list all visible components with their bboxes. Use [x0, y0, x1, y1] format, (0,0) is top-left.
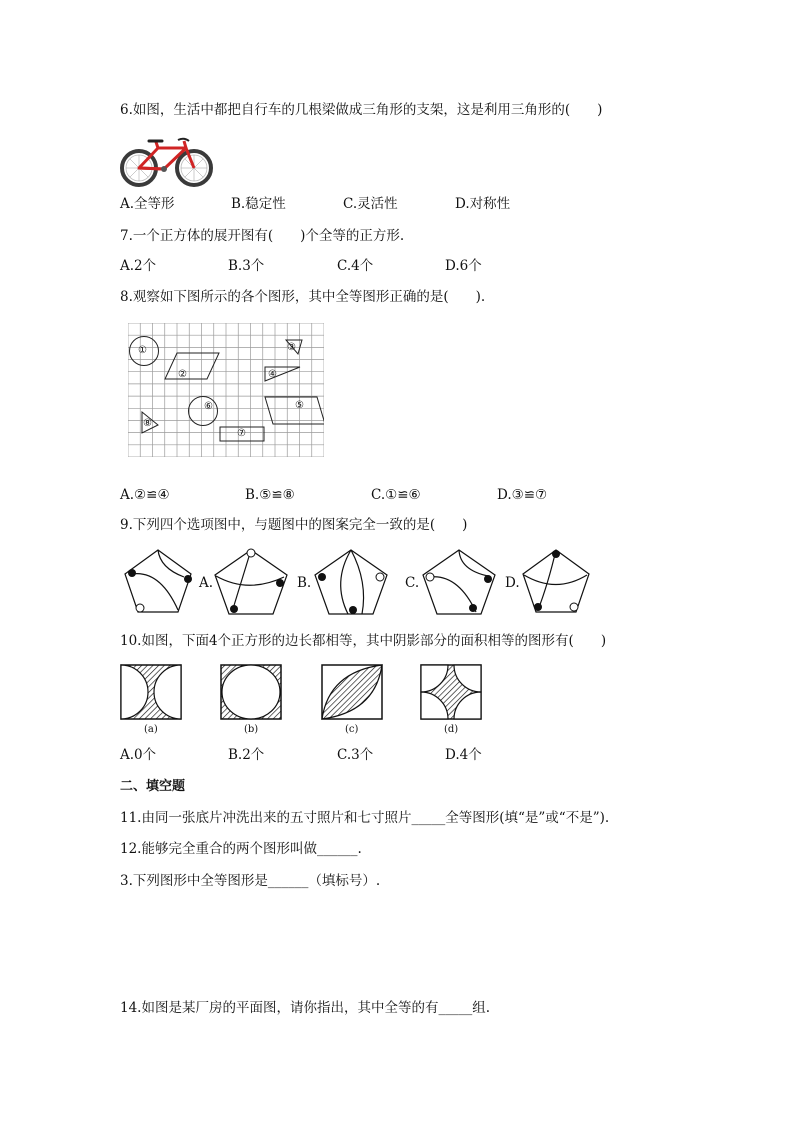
q9-label-d: D.	[505, 575, 520, 591]
q8-shape-6	[189, 397, 218, 426]
q8-grid-figure	[128, 323, 324, 457]
q8-label-1: ①	[138, 345, 147, 356]
q10-option-b: B.2个	[228, 747, 265, 763]
q9-option-d-pentagon	[518, 546, 594, 616]
q10-label-d: (d)	[444, 724, 459, 735]
q6-text: 6.如图，生活中都把自行车的几根梁做成三角形的支架，这是利用三角形的( )	[120, 102, 603, 118]
bicycle-icon	[118, 135, 216, 189]
q10-label-a: (a)	[144, 724, 158, 735]
q9-option-b-pentagon	[310, 546, 392, 618]
q10-label-c: (c)	[345, 724, 359, 735]
q8-option-d: D.③≌⑦	[497, 487, 548, 503]
q11-text: 11.由同一张底片冲洗出来的五寸照片和七寸照片_____全等图形(填“是”或“不是”).	[120, 810, 610, 826]
q8-text: 8.观察如下图所示的各个图形，其中全等图形正确的是( ).	[120, 289, 486, 305]
q8-label-6: ⑥	[204, 401, 213, 412]
q8-label-2: ②	[178, 369, 187, 380]
q9-option-c-pentagon	[418, 546, 500, 618]
q8-label-5: ⑤	[295, 400, 304, 411]
q10-text: 10.如图，下面4个正方形的边长都相等，其中阴影部分的面积相等的图形有( )	[120, 633, 607, 649]
q8-label-7: ⑦	[237, 428, 246, 439]
q8-label-8: ⑧	[143, 418, 152, 429]
q8-label-3: ③	[287, 342, 296, 353]
q6-option-c: C.灵活性	[343, 196, 398, 212]
q9-label-a: A.	[199, 575, 214, 591]
q9-label-c: C.	[405, 575, 420, 591]
q8-option-a: A.②≌④	[120, 487, 170, 503]
section-heading: 二、填空题	[120, 779, 186, 794]
q10-option-c: C.3个	[337, 747, 374, 763]
q10-figure-c	[321, 664, 383, 720]
q7-option-b: B.3个	[228, 258, 265, 274]
q10-figure-a	[120, 664, 182, 720]
q10-option-d: D.4个	[445, 747, 482, 763]
q10-figure-d	[420, 664, 482, 720]
q9-text: 9.下列四个选项图中，与题图中的图案完全一致的是( )	[120, 517, 468, 533]
q9-question-pentagon	[120, 546, 196, 616]
q6-option-d: D.对称性	[455, 196, 511, 212]
q14-text: 14.如图是某厂房的平面图，请你指出，其中全等的有_____组.	[120, 1000, 491, 1016]
q8-option-b: B.⑤≌⑧	[245, 487, 295, 503]
q13-text: 3.下列图形中全等图形是______（填标号）.	[120, 873, 381, 889]
q7-text: 7.一个正方体的展开图有( )个全等的正方形.	[120, 228, 405, 244]
q7-option-a: A.2个	[120, 258, 157, 274]
q8-label-4: ④	[268, 369, 277, 380]
q12-text: 12.能够完全重合的两个图形叫做______.	[120, 841, 362, 857]
q6-option-a: A.全等形	[120, 196, 175, 212]
q6-option-b: B.稳定性	[231, 196, 286, 212]
q10-option-a: A.0个	[120, 747, 157, 763]
q9-option-a-pentagon	[210, 546, 292, 618]
q10-label-b: (b)	[244, 724, 259, 735]
q10-figure-b	[220, 664, 282, 720]
q8-shape-2	[165, 353, 219, 379]
q7-option-d: D.6个	[445, 258, 482, 274]
q7-option-c: C.4个	[337, 258, 374, 274]
q9-label-b: B.	[297, 575, 312, 591]
q8-option-c: C.①≌⑥	[371, 487, 421, 503]
